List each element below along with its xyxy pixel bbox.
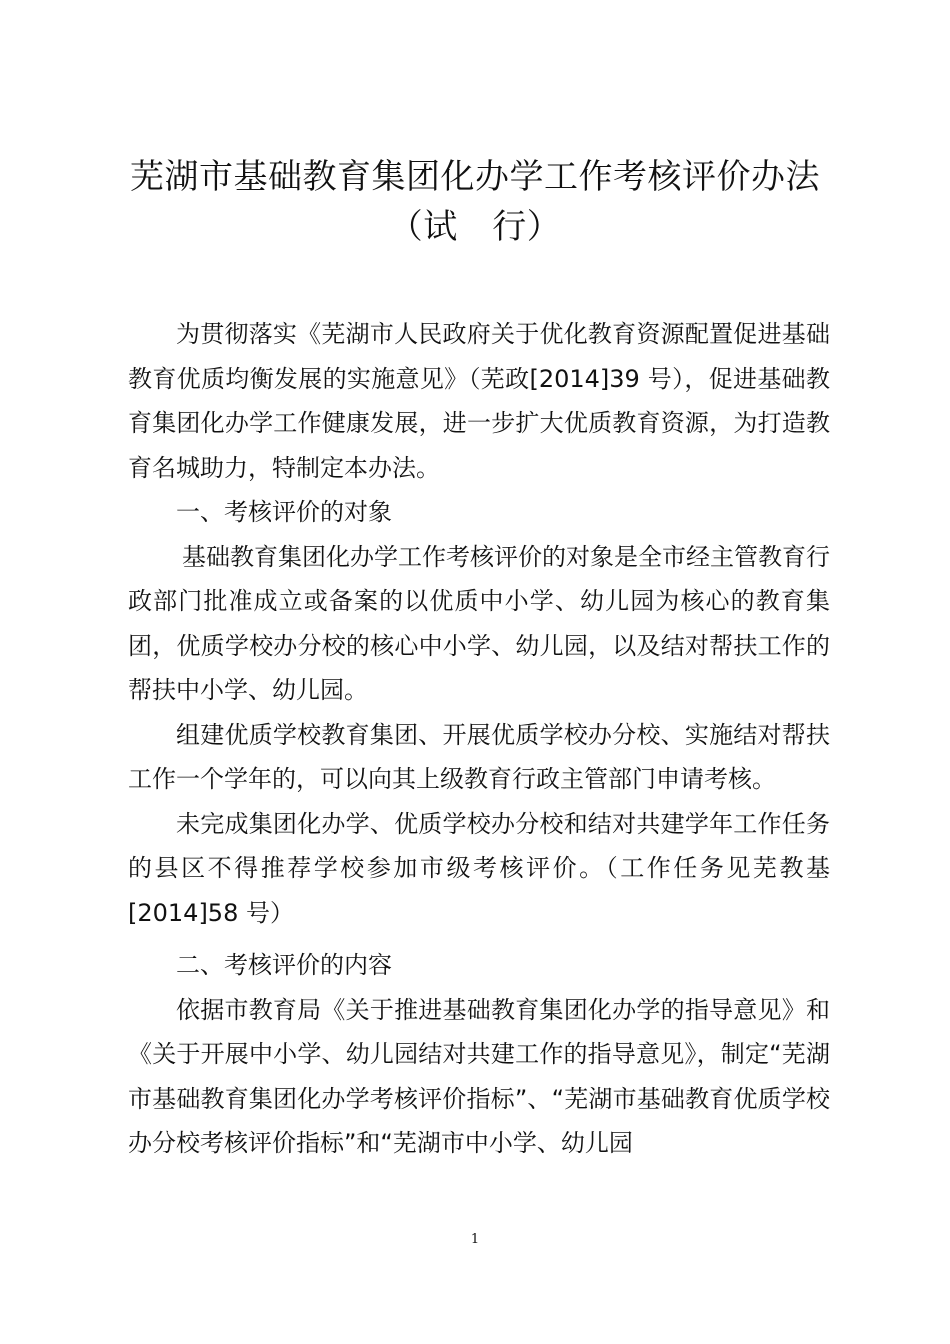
document-body [128,312,830,1166]
paragraph-intro: 为贯彻落实《芜湖市人民政府关于优化教育资源配置促进基础教育优质均衡发展的实施意见》（芜政[2014]39 号），促进基础教育集团化办学工作健康发展，进一步扩大优质教育资源，为打造教育名城助力，特制定本办法。 [128,320,830,482]
section-heading-2: 二、考核评价的内容 [176,951,392,979]
paragraph-requirement: 未完成集团化办学、优质学校办分校和结对共建学年工作任务的县区不得推荐学校参加市级考核评价。（工作任务见芜教基[2014]58 号） [128,809,830,927]
section-heading-1: 一、考核评价的对象 [176,498,392,526]
document-title: 芜湖市基础教育集团化办学工作考核评价办法 [130,157,820,197]
paragraph-content: 依据市教育局《关于推进基础教育集团化办学的指导意见》和《关于开展中小学、幼儿园结对共建工作的指导意见》，制定“芜湖市基础教育集团化办学考核评价指标”、“芜湖市基础教育优质学校办分校考核评价指标”和“芜湖市中小学、幼儿园 [128,995,830,1157]
paragraph-target: 基础教育集团化办学工作考核评价的对象是全市经主管教育行政部门批准成立或备案的以优质中小学、幼儿园为核心的教育集团，优质学校办分校的核心中小学、幼儿园，以及结对帮扶工作的帮扶中小学、幼儿园。 [128,542,830,704]
page-number: 1 [470,1232,480,1247]
document-subtitle: （试 行） [388,207,562,247]
paragraph-application: 组建优质学校教育集团、开展优质学校办分校、实施结对帮扶工作一个学年的，可以向其上级教育行政主管部门申请考核。 [128,720,830,793]
